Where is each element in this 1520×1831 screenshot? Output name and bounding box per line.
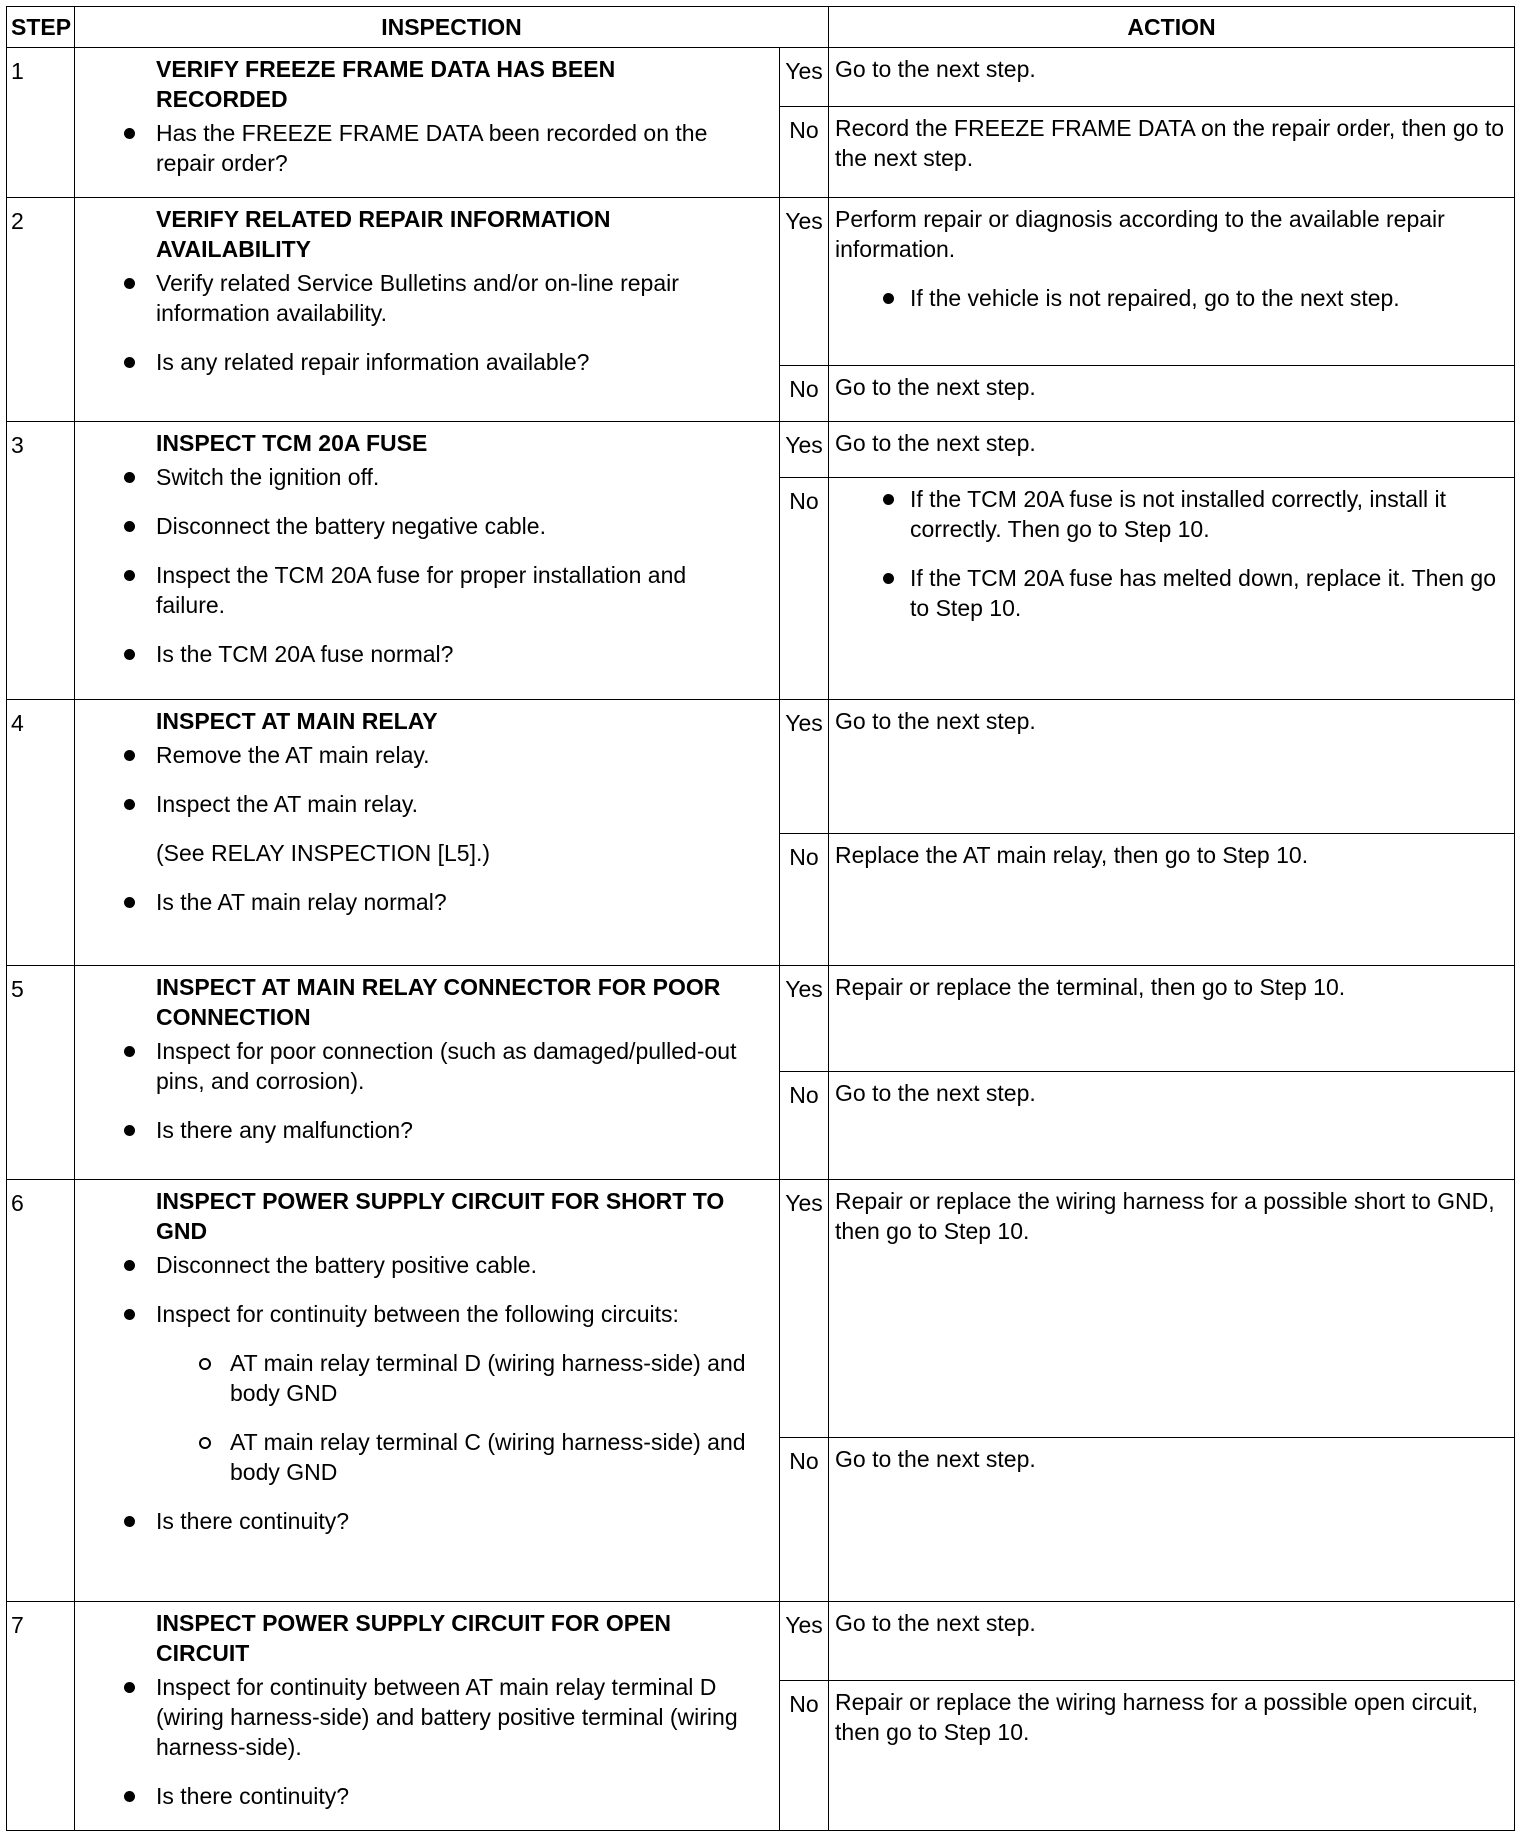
action-text: Go to the next step. <box>835 374 1036 400</box>
inspection-cell <box>75 422 780 700</box>
inspection-bullet: Has the FREEZE FRAME DATA been recorded on the repair order? <box>75 118 753 178</box>
inspection-bullet: Is there continuity? <box>75 1506 753 1536</box>
step-number: 1 <box>7 48 75 198</box>
step-number: 3 <box>7 422 75 700</box>
action-text: Go to the next step. <box>835 56 1036 82</box>
action-text: Replace the AT main relay, then go to Step 10. <box>835 842 1309 868</box>
inspection-bullet: Inspect for continuity between AT main relay terminal D (wiring harness-side) and battery positive terminal (wiring harness-side). <box>75 1672 753 1762</box>
no-label: No <box>780 1438 829 1602</box>
yes-label: Yes <box>780 1180 829 1438</box>
inspection-cell <box>75 1180 780 1602</box>
inspection-bullet: Switch the ignition off. <box>75 462 753 492</box>
inspection-bullet: Is the AT main relay normal? <box>75 887 753 917</box>
inspection-header: INSPECTION <box>75 7 829 48</box>
no-label: No <box>780 366 829 422</box>
no-action-cell <box>829 366 1515 422</box>
action-text: Repair or replace the terminal, then go to Step 10. <box>835 974 1346 1000</box>
inspection-cell <box>75 700 780 966</box>
action-text: Go to the next step. <box>835 708 1036 734</box>
yes-label: Yes <box>780 422 829 478</box>
inspection-bullet: Is there any malfunction? <box>75 1115 753 1145</box>
no-label: No <box>780 1681 829 1831</box>
no-label: No <box>780 1072 829 1180</box>
yes-label: Yes <box>780 1602 829 1681</box>
yes-action-cell <box>829 1602 1515 1681</box>
no-label: No <box>780 478 829 700</box>
action-text: Perform repair or diagnosis according to the available repair information. <box>835 206 1445 262</box>
step-row-6 <box>7 1180 1515 1438</box>
inspection-bullets <box>75 740 753 819</box>
action-text: Repair or replace the wiring harness for a possible short to GND, then go to Step 10. <box>835 1188 1495 1244</box>
inspection-cell <box>75 1602 780 1831</box>
action-text: Go to the next step. <box>835 430 1036 456</box>
step-title: INSPECT AT MAIN RELAY <box>156 708 438 734</box>
no-action-cell <box>829 1681 1515 1831</box>
inspection-bullets <box>75 1036 753 1145</box>
action-bullet: If the vehicle is not repaired, go to the next step. <box>835 283 1506 313</box>
no-action-cell <box>829 478 1515 700</box>
yes-label: Yes <box>780 966 829 1072</box>
step-row-2 <box>7 198 1515 366</box>
inspection-bullet: Is the TCM 20A fuse normal? <box>75 639 753 669</box>
no-action-cell <box>829 834 1515 966</box>
step-number: 4 <box>7 700 75 966</box>
inspection-bullets-after <box>75 1506 753 1536</box>
step-title: VERIFY FREEZE FRAME DATA HAS BEEN RECORDED <box>156 56 616 112</box>
no-action-cell <box>829 107 1515 198</box>
inspection-bullet: Is any related repair information available? <box>75 347 753 377</box>
inspection-bullet: Inspect the TCM 20A fuse for proper installation and failure. <box>75 560 753 620</box>
no-action-cell <box>829 1072 1515 1180</box>
step-row-5 <box>7 966 1515 1072</box>
step-header: STEP <box>7 7 75 48</box>
inspection-sub-bullets <box>75 1348 753 1487</box>
action-bullets <box>835 484 1506 623</box>
step-title: INSPECT TCM 20A FUSE <box>156 430 428 456</box>
inspection-bullet: Inspect for continuity between the following circuits: <box>75 1299 753 1329</box>
action-text: Record the FREEZE FRAME DATA on the repair order, then go to the next step. <box>835 115 1505 172</box>
inspection-bullet: Remove the AT main relay. <box>75 740 753 770</box>
inspection-cell <box>75 966 780 1180</box>
inspection-table-body <box>7 48 1515 1831</box>
step-number: 5 <box>7 966 75 1180</box>
inspection-bullet: Verify related Service Bulletins and/or on-line repair information availability. <box>75 268 753 328</box>
inspection-bullet: Is there continuity? <box>75 1781 753 1811</box>
no-label: No <box>780 107 829 198</box>
action-bullets <box>835 283 1506 313</box>
action-text: Go to the next step. <box>835 1080 1036 1106</box>
action-text: Go to the next step. <box>835 1446 1036 1472</box>
inspection-bullets <box>75 1672 753 1811</box>
step-number: 7 <box>7 1602 75 1831</box>
inspection-sub-bullet: AT main relay terminal D (wiring harness-side) and body GND <box>75 1348 753 1408</box>
step-row-4 <box>7 700 1515 834</box>
step-row-3 <box>7 422 1515 478</box>
step-title: INSPECT POWER SUPPLY CIRCUIT FOR OPEN CIRCUIT <box>156 1610 672 1666</box>
step-title: INSPECT POWER SUPPLY CIRCUIT FOR SHORT TO GND <box>156 1188 725 1244</box>
inspection-bullet: Inspect the AT main relay. <box>75 789 753 819</box>
inspection-bullet: Disconnect the battery negative cable. <box>75 511 753 541</box>
step-row-1 <box>7 48 1515 107</box>
yes-action-cell <box>829 700 1515 834</box>
inspection-bullets <box>75 268 753 377</box>
inspection-bullets <box>75 118 753 178</box>
yes-action-cell <box>829 966 1515 1072</box>
yes-label: Yes <box>780 700 829 834</box>
step-row-7 <box>7 1602 1515 1681</box>
step-title: VERIFY RELATED REPAIR INFORMATION AVAILABILITY <box>156 206 611 262</box>
yes-action-cell <box>829 422 1515 478</box>
action-header: ACTION <box>829 7 1515 48</box>
yes-action-cell <box>829 198 1515 366</box>
step-number: 6 <box>7 1180 75 1602</box>
inspection-bullets <box>75 1250 753 1329</box>
action-bullet: If the TCM 20A fuse has melted down, replace it. Then go to Step 10. <box>835 563 1506 623</box>
inspection-bullets <box>75 462 753 669</box>
action-text: Repair or replace the wiring harness for a possible open circuit, then go to Step 10. <box>835 1689 1479 1746</box>
inspection-table-sheet <box>6 6 1514 1809</box>
yes-label: Yes <box>780 48 829 107</box>
inspection-bullet: Inspect for poor connection (such as damaged/pulled-out pins, and corrosion). <box>75 1036 753 1096</box>
header-row <box>7 7 1515 48</box>
action-text: Go to the next step. <box>835 1610 1036 1636</box>
yes-action-cell <box>829 48 1515 107</box>
no-label: No <box>780 834 829 966</box>
no-action-cell <box>829 1438 1515 1602</box>
step-title: INSPECT AT MAIN RELAY CONNECTOR FOR POOR CONNECTION <box>156 974 721 1030</box>
inspection-note: (See RELAY INSPECTION [L5].) <box>156 840 491 866</box>
inspection-cell <box>75 198 780 422</box>
action-bullet: If the TCM 20A fuse is not installed correctly, install it correctly. Then go to Step 10. <box>835 484 1506 544</box>
inspection-sub-bullet: AT main relay terminal C (wiring harness-side) and body GND <box>75 1427 753 1487</box>
yes-action-cell <box>829 1180 1515 1438</box>
inspection-bullet: Disconnect the battery positive cable. <box>75 1250 753 1280</box>
yes-label: Yes <box>780 198 829 366</box>
inspection-table <box>6 6 1515 1831</box>
inspection-bullets-after <box>75 887 753 917</box>
inspection-cell <box>75 48 780 198</box>
step-number: 2 <box>7 198 75 422</box>
